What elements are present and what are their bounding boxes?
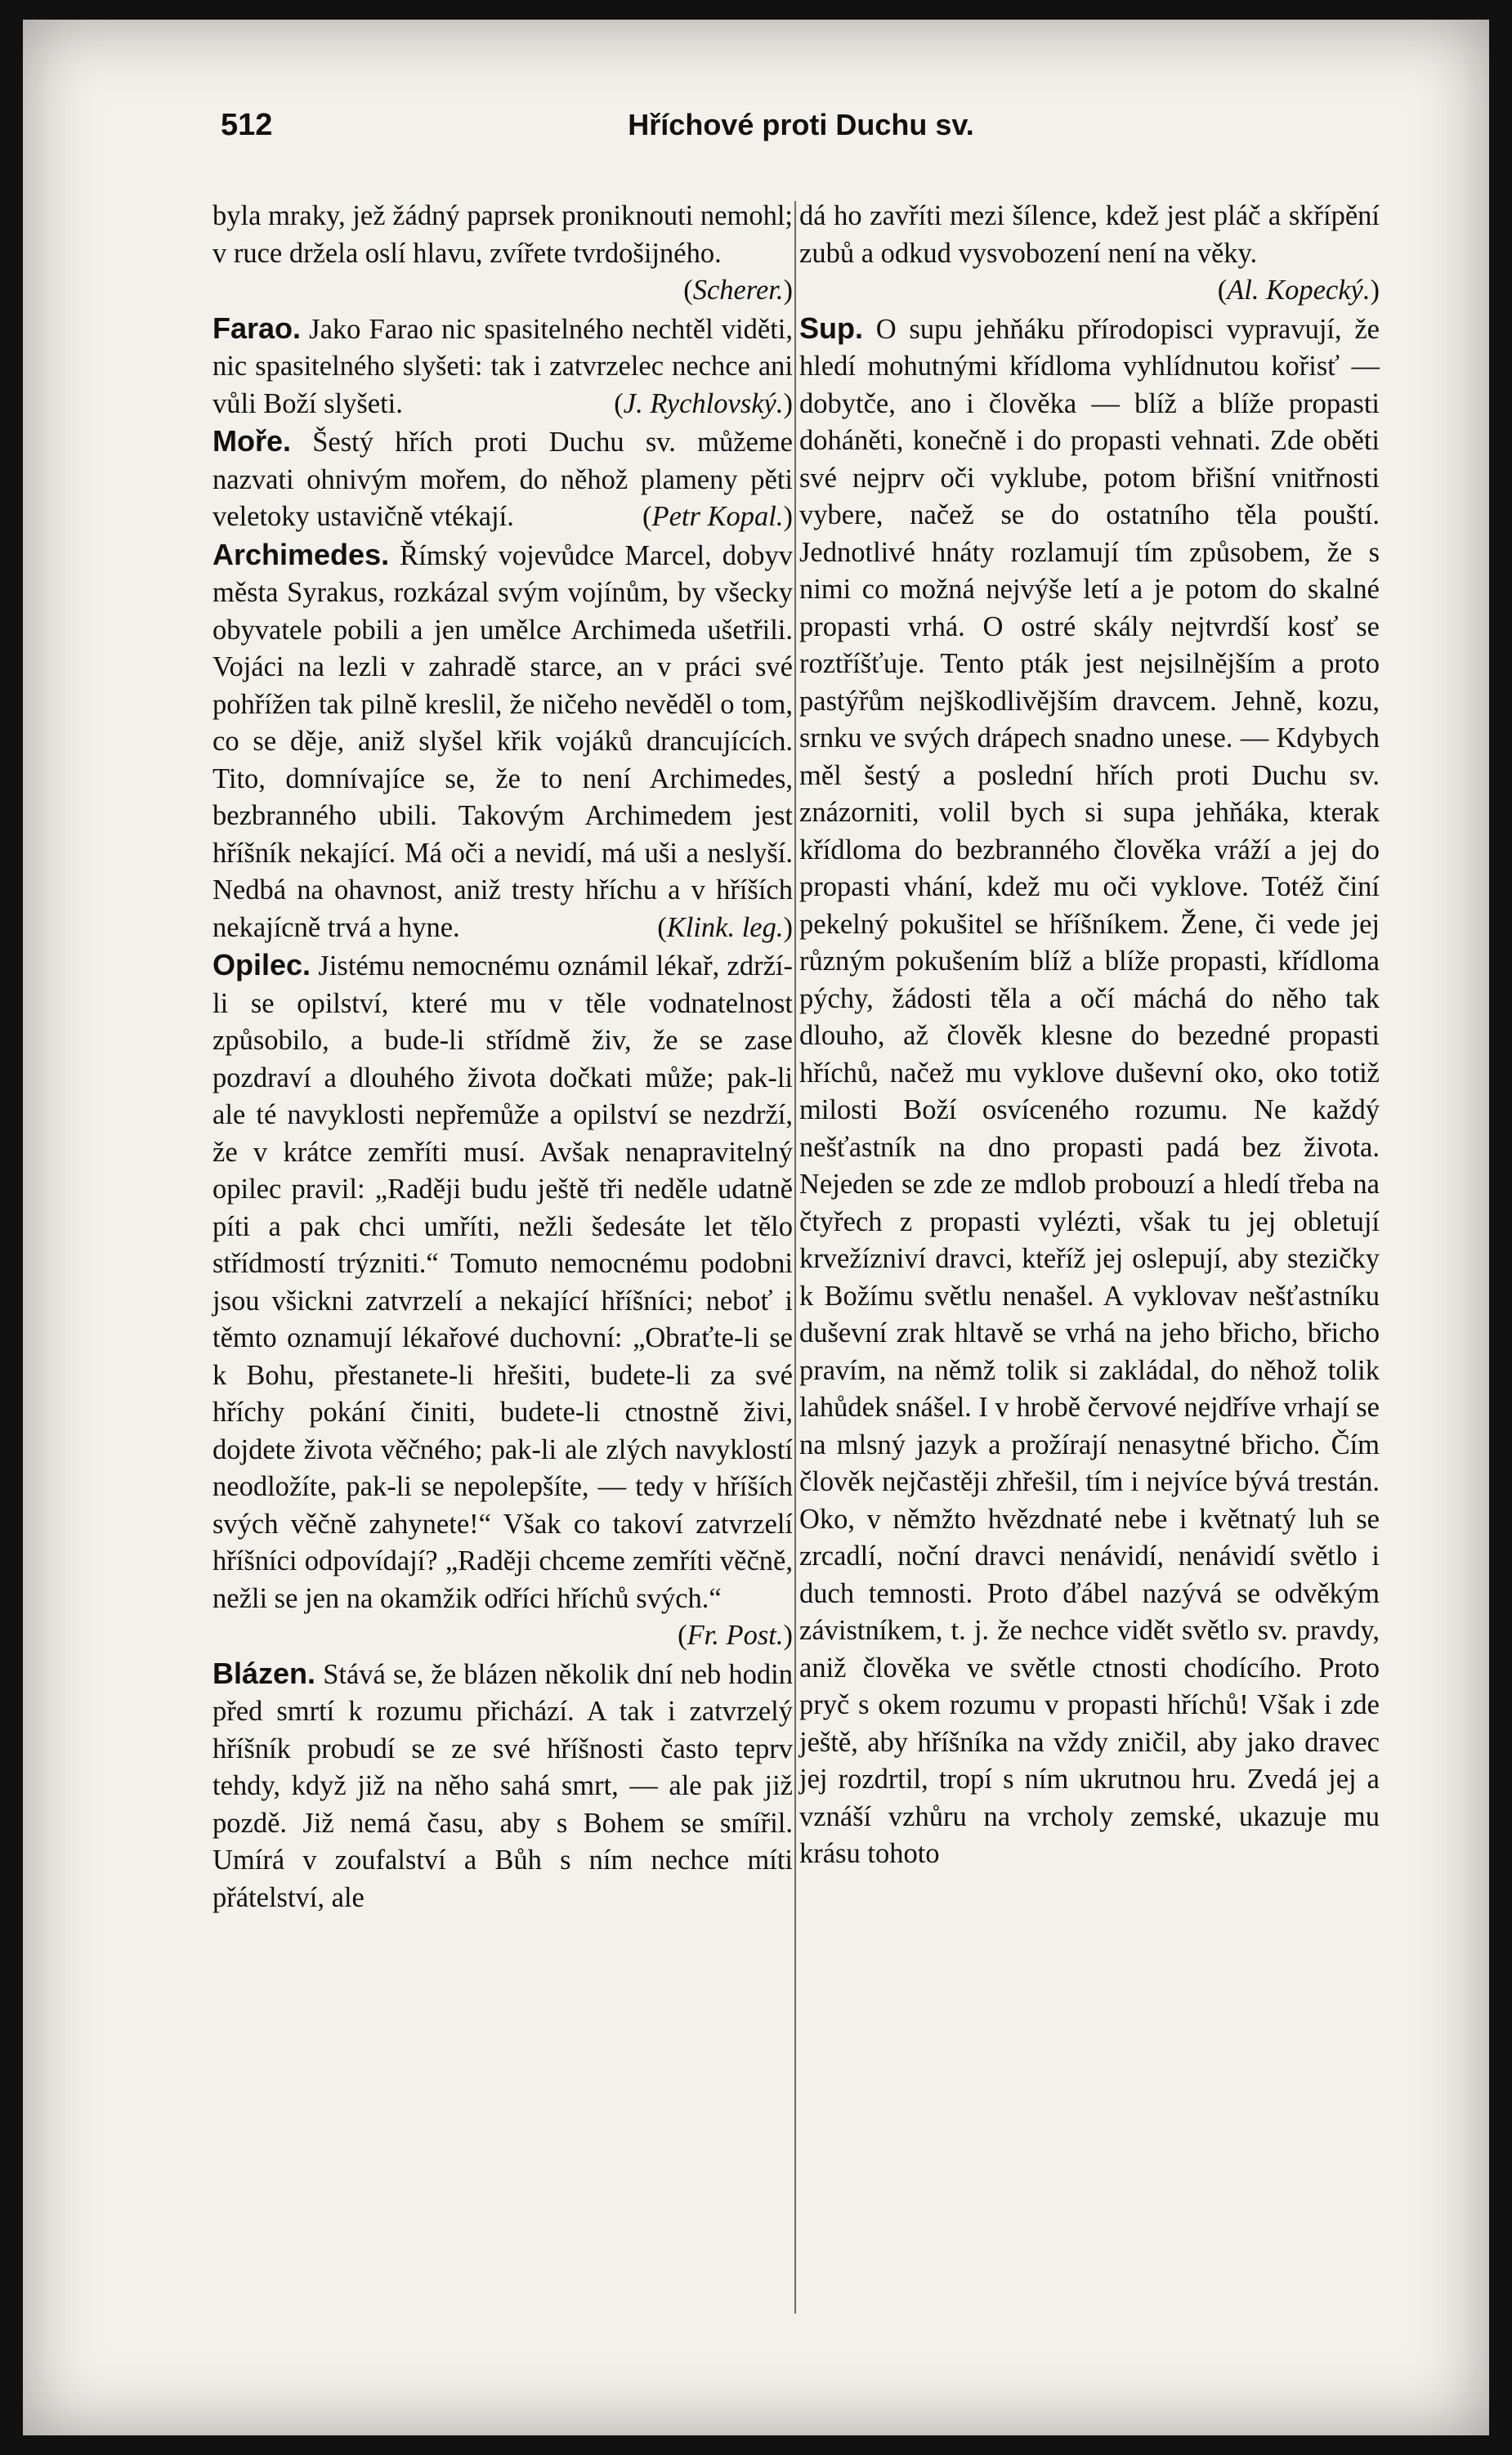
page-number: 512 <box>221 108 273 142</box>
paragraph: Farao. Jako Farao nic spasitelného nechtěl viděti, nic spasitelného slyšeti: tak i zatvrzelec nechce ani vůli Boží slyšeti. ( J. Rychlovský. ) <box>212 310 793 423</box>
source-citation: ( Al. Kopecký. ) <box>1218 272 1380 310</box>
entry-heading: Opilec. <box>212 948 311 982</box>
source-citation: ( Fr. Post. ) <box>678 1617 793 1655</box>
running-title: Hříchové proti Duchu sv. <box>628 108 974 141</box>
entry-heading: Blázen. <box>212 1656 316 1690</box>
source-citation: ( Klink. leg. ) <box>657 910 793 947</box>
left-column <box>212 198 793 1916</box>
entry-heading: Archimedes. <box>212 537 390 571</box>
paragraph: Opilec. Jistému nemocnému oznámil lékař, zdrží-li se opilství, které mu v těle vodnatelnost způsobilo, a bude-li střídmě živ, že se zase pozdraví a dlouhého života dočkati může; pak-li ale té navyklosti nepřemůže a opilství se nezdrží, že v krátce zemříti musí. Avšak nenapravitelný opilec pravil: „Raději budu ještě tři neděle udatně píti a pak chci umříti, nežli šedesáte let tělo střídmostí trýzniti.“ Tomuto nemocnému podobni jsou všickni zatvrzelí a nekající hříšníci; neboť i těmto oznamují lékařové duchovní: „Obraťte-li se k Bohu, přestanete-li hřešiti, budete-li za své hříchy pokání činiti, budete-li ctnostně živi, dojdete života věčného; pak-li ale zlých navyklostí neodložíte, pak-li se nepolepšíte, — tedy v hříších svých věčně zahynete!“ Však co takoví zatvrzelí hříšníci odpovídají? „Raději chceme zemříti věčně, nežli se jen na okamžik odříci hříchů svých.“ ( Fr. Post. ) <box>212 946 793 1655</box>
entry-heading: Sup. <box>799 311 863 345</box>
running-header <box>221 108 1381 157</box>
paragraph: Sup. O supu jehňáku přírodopisci vypravují, že hledí mohutnými křídloma vyhlídnutou kořisť — dobytče, ano i člověka — blíž a blíže propasti doháněti, konečně i do propasti vehnati. Zde oběti své nejprv oči vyklube, potom břišní vnitřnosti vybere, načež se do ostatního těla pouští. Jednotlivé hnáty rozlamují tím způsobem, že s nimi co možná nejvýše letí a je potom do skalné propasti vrhá. O ostré skály nejtvrdší kosť se roztříšťuje. Tento pták jest nejsilnějším a proto pastýřům nejškodlivějším dravcem. Jehně, kozu, srnku ve svých drápech snadno unese. — Kdybych měl šestý a poslední hřích proti Duchu sv. znázorniti, volil bych si supa jehňáka, kterak křídloma do bezbranného člověka vráží a jej do propasti vhání, kdež mu oči vyklove. Totéž činí pekelný pokušitel se hříšníkem. Žene, či vede jej různým pokušením blíž a blíže propasti, křídloma pýchy, žádosti těla a očí máchá do něho tak dlouho, až člověk klesne do bezedné propasti hříchů, načež mu vyklove duševní oko, oko totiž milosti Boží osvíceného rozumu. Ne každý nešťastník na dno propasti padá bez života. Nejeden se zde ze mdlob probouzí a hledí třeba na čtyřech z propasti vylézti, však tu jej obletují krvežízniví dravci, kteříž jej oslepují, aby stezičky k Božímu světlu nenašel. A vyklovav nešťastníku duševní zrak hltavě se vrhá na jeho břicho, břicho pravím, na němž tolik si zakládal, do něhož tolik lahůdek snášel. I v hrobě červové nejdříve vrhají se na mlsný jazyk a prožírají nenasytné břicho. Čím člověk nejčastěji zhřešil, tím i nejvíce bývá trestán. Oko, v němžto hvězdnaté nebe i květnatý luh se zrcadlí, noční dravci nenávidí, nenávidí světlo i duch temnosti. Proto ďábel nazývá se odvěkým závistníkem, t. j. že nechce vidět světlo sv. pravdy, aniž člověka ve světle ctnosti chodícího. Proto pryč s okem rozumu v propasti hříchů! Však i zde ještě, aby hříšníka na vždy zničil, aby jako dravec jej rozdrtil, tropí s ním ukrutnou hru. Zvedá jej a vznáší vzhůru na vrcholy zemské, ukazuje mu krásu tohoto <box>799 311 1380 1869</box>
entry-heading: Farao. <box>212 311 302 345</box>
paragraph: Moře. Šestý hřích proti Duchu sv. můžeme nazvati ohnivým mořem, do něhož plameny pěti veletoky ustavičně vtékají. ( Petr Kopal. ) <box>212 423 793 536</box>
right-column <box>799 198 1380 1873</box>
column-divider <box>794 201 796 2314</box>
source-citation: ( Scherer. ) <box>683 272 793 310</box>
paragraph: dá ho zavříti mezi šílence, kdež jest pláč a skřípění zubů a odkud vysvobození není na věky. ( Al. Kopecký. ) <box>799 198 1380 310</box>
paragraph: Archimedes. Římský vojevůdce Marcel, dobyv města Syrakus, rozkázal svým vojínům, by všecky obyvatele pobili a jen umělce Archimeda ušetřili. Vojáci na lezli v zahradě starce, an v práci své pohřížen tak pilně kreslil, že ničeho nevěděl o tom, co se děje, aniž slyšel křik vojáků drancujících. Tito, domnívajíce se, že to není Archimedes, bezbranného ubili. Takovým Archimedem jest hříšník nekající. Má oči a nevidí, má uši a neslyší. Nedbá na ohavnost, aniž tresty hříchu a v hříších nekajícně trvá a hyne. ( Klink. leg. ) <box>212 536 793 947</box>
book-page <box>23 20 1489 2435</box>
entry-heading: Moře. <box>212 424 292 458</box>
paragraph: byla mraky, jež žádný paprsek proniknouti nemohl; v ruce držela oslí hlavu, zvířete tvrdošijného. ( Scherer. ) <box>212 198 793 310</box>
source-citation: ( Petr Kopal. ) <box>642 499 793 536</box>
paragraph: Blázen. Stává se, že blázen několik dní neb hodin před smrtí k rozumu přichází. A tak i zatvrzelý hříšník probudí se ze své hříšnosti často teprv tehdy, když již na něho sahá smrt, — ale pak již pozdě. Již nemá času, aby s Bohem se smířil. Umírá v zoufalství a Bůh s ním nechce míti přátelství, ale <box>212 1656 793 1913</box>
source-citation: ( J. Rychlovský. ) <box>614 386 793 423</box>
